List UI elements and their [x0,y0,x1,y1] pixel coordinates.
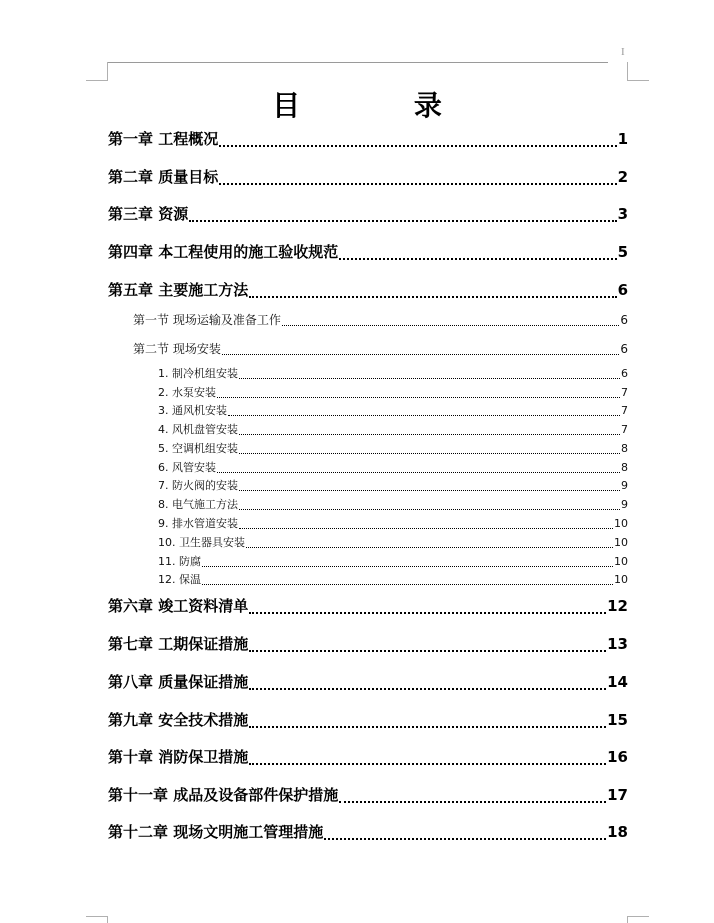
toc-leader-dots [249,679,606,691]
toc-entry[interactable] [133,311,628,329]
toc-entry-page: 14 [607,673,628,691]
toc-entry-page: 7 [621,404,628,417]
toc-entry-page: 6 [617,281,628,299]
toc-entry-page: 2 [617,168,628,186]
toc-entry-label: 第二节 现场安装 [133,342,221,356]
toc-entry-label: 11. 防腐 [158,555,201,568]
toc-entry-page: 5 [617,243,628,261]
toc-entry[interactable] [158,571,628,587]
toc-entry[interactable] [108,746,628,768]
toc-entry-page: 6 [620,342,628,356]
toc-leader-dots [239,501,620,509]
toc-entry[interactable] [108,128,628,150]
toc-entry[interactable] [158,515,628,531]
toc-entry-page: 12 [607,597,628,615]
toc-entry-page: 3 [617,205,628,223]
toc-entry-page: 10 [614,536,628,549]
toc-entry-label: 第四章 本工程使用的施工验收规范 [108,243,339,261]
toc-entry-label: 12. 保温 [158,573,201,586]
toc-leader-dots [219,136,616,148]
toc-entry[interactable] [108,203,628,225]
toc-leader-dots [239,482,620,490]
toc-entry-page: 17 [607,786,628,804]
toc-leader-dots [339,249,616,261]
toc-entry-page: 10 [614,517,628,530]
toc-entry-label: 第二章 质量目标 [108,168,219,186]
toc-entry-label: 第六章 竣工资料清单 [108,597,249,615]
toc-entry-label: 第七章 工期保证措施 [108,635,249,653]
toc-entry[interactable] [158,496,628,512]
toc-entry[interactable] [108,595,628,617]
toc-leader-dots [249,717,606,729]
toc-entry-label: 2. 水泵安装 [158,386,216,399]
toc-leader-dots [239,445,620,453]
toc-entry[interactable] [158,534,628,550]
toc-leader-dots [249,641,606,653]
toc-entry[interactable] [158,553,628,569]
toc-entry[interactable] [108,821,628,843]
toc-leader-dots [339,792,606,804]
toc-leader-dots [217,464,620,472]
toc-entry-label: 第一节 现场运输及准备工作 [133,313,281,327]
toc-leader-dots [239,370,620,378]
toc-leader-dots [249,603,606,615]
toc-entry[interactable] [158,421,628,437]
toc-entry-label: 3. 通风机安装 [158,404,227,417]
toc-entry-page: 15 [607,711,628,729]
toc-entry-label: 5. 空调机组安装 [158,442,238,455]
toc-entry[interactable] [158,459,628,475]
toc-leader-dots [217,389,620,397]
toc-entry[interactable] [108,784,628,806]
toc-entry-label: 1. 制冷机组安装 [158,367,238,380]
toc-entry[interactable] [108,633,628,655]
toc-entry-page: 18 [607,823,628,841]
toc-entry[interactable] [158,477,628,493]
toc-leader-dots [249,754,606,766]
toc-entry-label: 第十章 消防保卫措施 [108,748,249,766]
toc-entry-label: 6. 风管安装 [158,461,216,474]
toc-entry-label: 第九章 安全技术措施 [108,711,249,729]
toc-entry[interactable] [158,440,628,456]
toc-title: 目 录 [272,89,494,122]
toc-leader-dots [202,576,613,584]
toc-entry-label: 第一章 工程概况 [108,130,219,148]
toc-entry-page: 13 [607,635,628,653]
toc-leader-dots [219,174,616,186]
toc-entry-page: 7 [621,386,628,399]
header-page-marker: I [621,46,625,58]
toc-entry-page: 8 [621,442,628,455]
toc-entry-label: 8. 电气施工方法 [158,498,238,511]
toc-entry-page: 6 [621,367,628,380]
toc-leader-dots [239,520,613,528]
toc-entry[interactable] [108,166,628,188]
toc-entry-label: 7. 防火阀的安装 [158,479,238,492]
toc-entry[interactable] [133,340,628,358]
toc-leader-dots [324,829,606,841]
toc-entry-label: 第八章 质量保证措施 [108,673,249,691]
toc-entry-page: 7 [621,423,628,436]
toc-entry-page: 9 [621,479,628,492]
toc-entry[interactable] [158,365,628,381]
toc-entry-label: 9. 排水管道安装 [158,517,238,530]
toc-entry-label: 第五章 主要施工方法 [108,281,249,299]
toc-entry-page: 9 [621,498,628,511]
toc-entry-page: 6 [620,313,628,327]
toc-entry[interactable] [108,279,628,301]
toc-entry-page: 16 [607,748,628,766]
toc-entry-page: 10 [614,573,628,586]
toc-entry-page: 1 [617,130,628,148]
toc-leader-dots [189,211,616,223]
toc-entry-page: 8 [621,461,628,474]
toc-entry-label: 第十二章 现场文明施工管理措施 [108,823,324,841]
toc-entry[interactable] [158,384,628,400]
toc-entry[interactable] [108,241,628,263]
toc-entry-label: 第十一章 成品及设备部件保护措施 [108,786,339,804]
toc-leader-dots [228,407,620,415]
toc-entry-label: 4. 风机盘管安装 [158,423,238,436]
toc-entry-label: 第三章 资源 [108,205,189,223]
toc-leader-dots [246,539,613,547]
toc-entry[interactable] [158,402,628,418]
toc-leader-dots [282,318,620,327]
toc-entry[interactable] [108,671,628,693]
toc-leader-dots [222,347,620,356]
toc-leader-dots [249,287,616,299]
toc-leader-dots [239,426,620,434]
toc-entry-page: 10 [614,555,628,568]
toc-entry[interactable] [108,709,628,731]
toc-leader-dots [202,558,613,566]
toc-entry-label: 10. 卫生器具安装 [158,536,245,549]
